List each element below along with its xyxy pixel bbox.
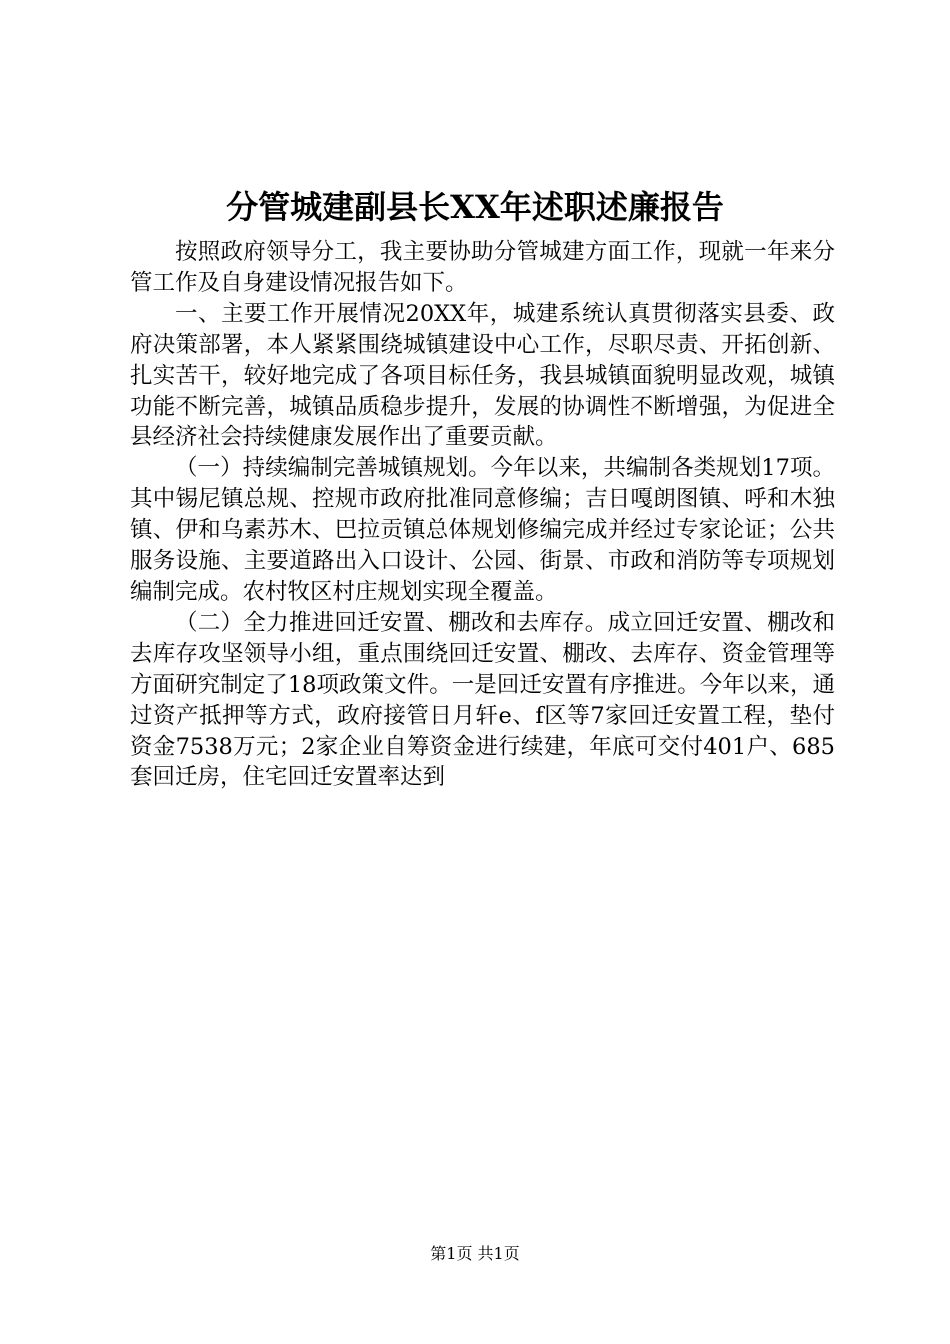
paragraph-urban-planning: （一）持续编制完善城镇规划。今年以来，共编制各类规划17项。其中锡尼镇总规、控规市政府批准同意修编；吉日嘎朗图镇、呼和木独镇、伊和乌素苏木、巴拉贡镇总体规划修编完成并经过专家论证；公共服务设施、主要道路出入口设计、公园、街景、市政和消防等专项规划编制完成。农村牧区村庄规划实现全覆盖。 xyxy=(130,455,835,605)
document-body xyxy=(130,237,835,793)
page-footer: 第1页 共1页 xyxy=(430,1244,520,1263)
document-title: 分管城建副县长XX年述职述廉报告 xyxy=(226,188,724,226)
paragraph-section-one: 一、主要工作开展情况20XX年，城建系统认真贯彻落实县委、政府决策部署，本人紧紧围绕城镇建设中心工作，尽职尽责、开拓创新、扎实苦干，较好地完成了各项目标任务，我县城镇面貌明显改观，城镇功能不断完善，城镇品质稳步提升，发展的协调性不断增强，为促进全县经济社会持续健康发展作出了重要贡献。 xyxy=(130,300,835,451)
paragraph-intro: 按照政府领导分工，我主要协助分管城建方面工作，现就一年来分管工作及自身建设情况报告如下。 xyxy=(130,239,835,296)
paragraph-resettlement: （二）全力推进回迁安置、棚改和去库存。成立回迁安置、棚改和去库存攻坚领导小组，重点围绕回迁安置、棚改、去库存、资金管理等方面研究制定了18项政策文件。一是回迁安置有序推进。今年以来，通过资产抵押等方式，政府接管日月轩e、f区等7家回迁安置工程，垫付资金7538万元；2家企业自筹资金进行续建，年底可交付401户、685套回迁房，住宅回迁安置率达到 xyxy=(130,609,835,791)
